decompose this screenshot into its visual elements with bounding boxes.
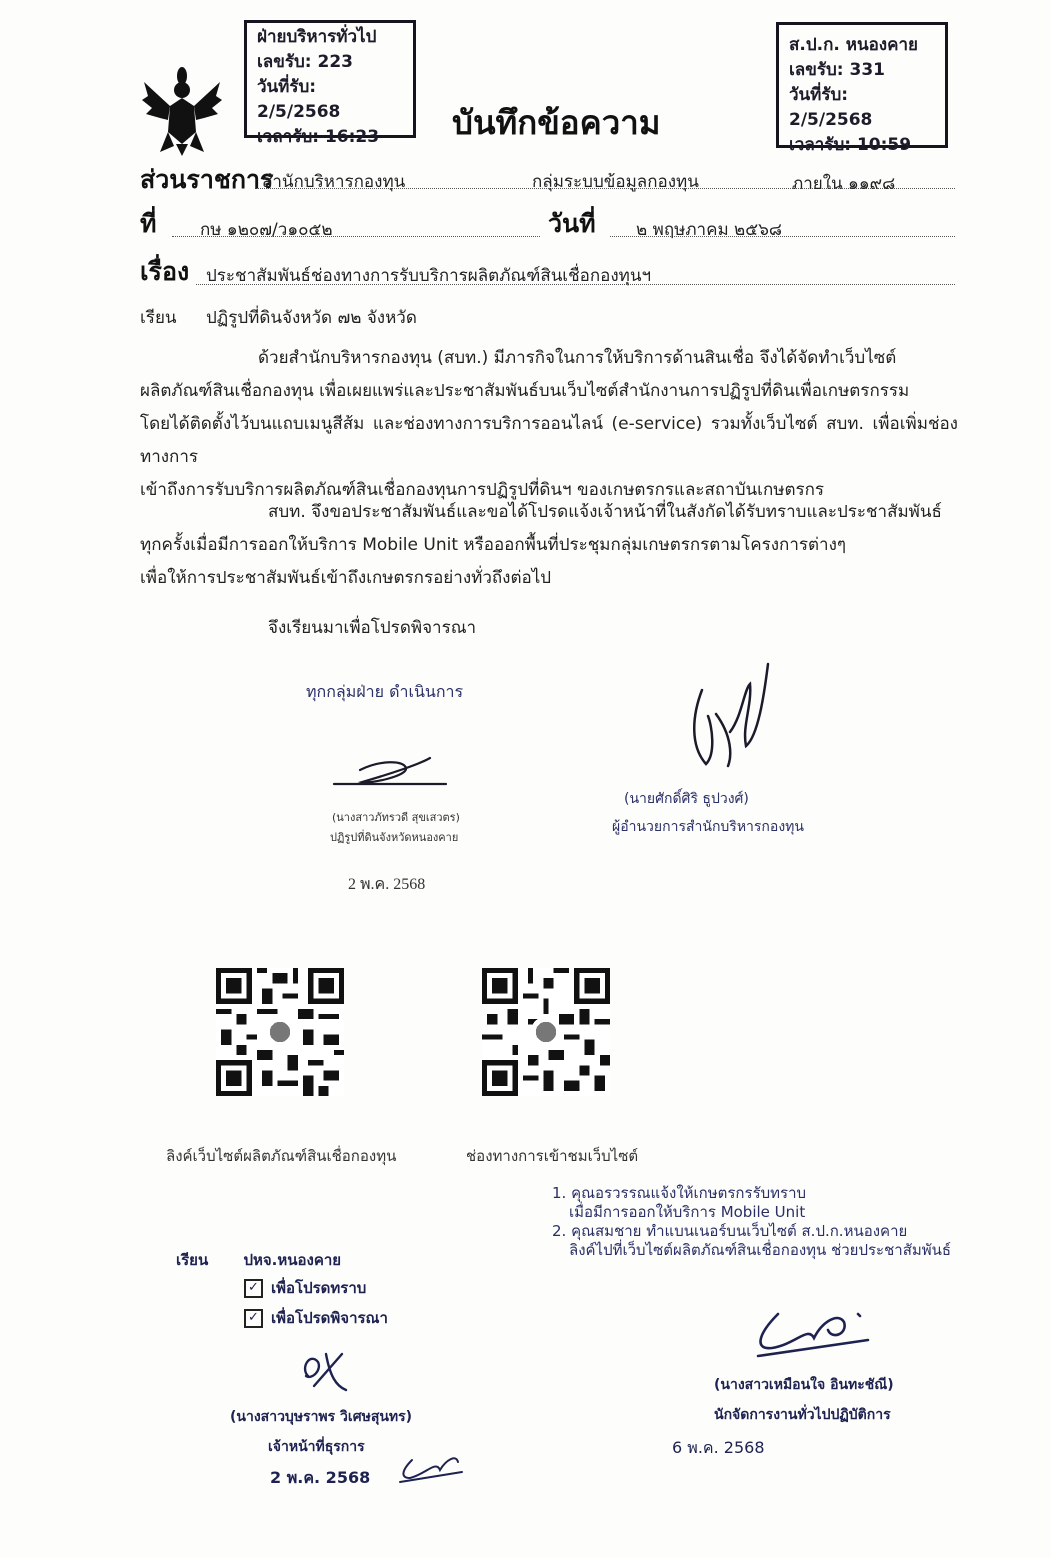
routing-to: ปหจ.หนองคาย xyxy=(243,1251,342,1269)
clerk-date: 2 พ.ค. 2568 xyxy=(270,1468,371,1487)
group-value: กลุ่มระบบข้อมูลกองทุน xyxy=(532,172,699,192)
subject-label: เรื่อง xyxy=(140,257,190,286)
routing-check-2 xyxy=(244,1306,388,1330)
check-label: เพื่อโปรดทราบ xyxy=(271,1279,367,1297)
receipt-stamp-right xyxy=(776,22,948,155)
stamp-number: เลขรับ: 223 xyxy=(257,52,353,72)
director-name: (นายศักดิ์ศิริ ธูปวงศ์) xyxy=(624,791,749,807)
extension-value: ภายใน ๑๑๙๘ xyxy=(792,174,896,194)
garuda-emblem-icon xyxy=(140,62,224,158)
director-signature xyxy=(672,656,792,776)
clerk-position: เจ้าหน้าที่ธุรการ xyxy=(268,1439,365,1455)
qr-code-channel-icon xyxy=(482,968,610,1096)
agency-label: ส่วนราชการ xyxy=(140,165,274,194)
instruction-list xyxy=(552,1184,951,1260)
closing-text: จึงเรียนมาเพื่อโปรดพิจารณา xyxy=(268,618,477,638)
routing-block xyxy=(176,1248,341,1272)
paragraph-line: ผลิตภัณฑ์สินเชื่อกองทุน เพื่อเผยแพร่และประชาสัมพันธ์บนเว็บไซต์สำนักงานการปฏิรูปที่ดินเพื่อเกษตรกรรม xyxy=(140,381,910,401)
provincial-position: ปฏิรูปที่ดินจังหวัดหนองคาย xyxy=(330,831,459,844)
list-item: 1. คุณอรวรรณแจ้งให้เกษตรกรรับทราบ xyxy=(552,1184,807,1202)
list-item: เมื่อมีการออกให้บริการ Mobile Unit xyxy=(569,1203,806,1221)
stamp-date: วันที่รับ: 2/5/2568 xyxy=(789,85,873,130)
body-paragraph-1 xyxy=(140,342,958,507)
stamp-time: เวลารับ: 16:23 xyxy=(257,127,380,147)
paragraph-line: สบท. จึงขอประชาสัมพันธ์และขอได้โปรดแจ้งเจ้าหน้าที่ในสังกัดได้รับทราบและประชาสัมพันธ์ xyxy=(268,502,942,522)
qr-code-website-icon xyxy=(216,968,344,1096)
agency-value: สำนักบริหารกองทุน xyxy=(262,172,406,192)
stamp-title: ส.ป.ก. หนองคาย xyxy=(789,35,918,55)
officer-name: (นางสาวเหมือนใจ อินทะชัณี) xyxy=(714,1377,894,1393)
qr1-caption: ลิงค์เว็บไซต์ผลิตภัณฑ์สินเชื่อกองทุน xyxy=(166,1147,397,1165)
paragraph-line: โดยได้ติดตั้งไว้บนแถบเมนูสีส้ม และช่องทางการบริการออนไลน์ (e-service) รวมทั้งเว็บไซต์ สบท. เพื่อเพิ่มช่องทางการ xyxy=(140,414,958,467)
clerk-signature xyxy=(296,1346,356,1396)
list-item: 2. คุณสมชาย ทำแบนเนอร์บนเว็บไซต์ ส.ป.ก.หนองคาย xyxy=(552,1222,908,1240)
initials-signature xyxy=(396,1450,466,1486)
receipt-stamp-left xyxy=(244,20,416,147)
director-position: ผู้อำนวยการสำนักบริหารกองทุน xyxy=(612,819,804,835)
provincial-date: 2 พ.ค. 2568 xyxy=(348,876,426,893)
provincial-signature xyxy=(330,754,450,794)
officer-position: นักจัดการงานทั่วไปปฏิบัติการ xyxy=(714,1407,891,1423)
date-value: ๒ พฤษภาคม ๒๕๖๘ xyxy=(636,220,783,240)
check-label: เพื่อโปรดพิจารณา xyxy=(271,1309,388,1327)
to-label: เรียน xyxy=(140,308,177,328)
routing-check-1 xyxy=(244,1276,366,1300)
officer-date: 6 พ.ค. 2568 xyxy=(672,1438,765,1457)
body-paragraph-2 xyxy=(140,496,958,595)
paragraph-line: เข้าถึงการรับบริการผลิตภัณฑ์สินเชื่อกองทุนการปฏิรูปที่ดินฯ ของเกษตรกรและสถาบันเกษตรกร xyxy=(140,480,825,500)
paragraph-line: ด้วยสำนักบริหารกองทุน (สบท.) มีภารกิจในการให้บริการด้านสินเชื่อ จึงได้จัดทำเว็บไซต์ xyxy=(258,348,897,368)
stamp-number: เลขรับ: 331 xyxy=(789,60,885,80)
paragraph-line: ทุกครั้งเมื่อมีการออกให้บริการ Mobile Unit หรือออกพื้นที่ประชุมกลุ่มเกษตรกรตามโครงการต่างๆ xyxy=(140,535,847,555)
routing-label: เรียน xyxy=(176,1251,209,1269)
stamp-date: วันที่รับ: 2/5/2568 xyxy=(257,77,341,122)
handwritten-note: ทุกกลุ่มฝ่าย ดำเนินการ xyxy=(306,682,464,701)
memo-title: บันทึกข้อความ xyxy=(452,103,661,142)
paragraph-line: เพื่อให้การประชาสัมพันธ์เข้าถึงเกษตรกรอย่างทั่วถึงต่อไป xyxy=(140,568,552,588)
stamp-time: เวลารับ: 10:59 xyxy=(789,135,912,155)
stamp-title: ฝ่ายบริหารทั่วไป xyxy=(257,27,377,47)
checkbox-checked-icon: ✓ xyxy=(244,1279,263,1298)
officer-signature xyxy=(748,1294,878,1364)
qr2-caption: ช่องทางการเข้าชมเว็บไซต์ xyxy=(466,1147,639,1165)
subject-value: ประชาสัมพันธ์ช่องทางการรับบริการผลิตภัณฑ์สินเชื่อกองทุนฯ xyxy=(206,266,652,286)
date-label: วันที่ xyxy=(548,209,596,238)
ref-value: กษ ๑๒๐๗/ว๑๐๕๒ xyxy=(200,220,333,240)
provincial-name: (นางสาวภัทรวดี สุขเสวตร) xyxy=(332,811,460,824)
clerk-name: (นางสาวบุษราพร วิเศษสุนทร) xyxy=(230,1409,413,1425)
checkbox-checked-icon: ✓ xyxy=(244,1309,263,1328)
list-item: ลิงค์ไปที่เว็บไซต์ผลิตภัณฑ์สินเชื่อกองทุน ช่วยประชาสัมพันธ์ xyxy=(569,1241,952,1259)
to-value: ปฏิรูปที่ดินจังหวัด ๗๒ จังหวัด xyxy=(206,308,417,328)
ref-label: ที่ xyxy=(140,209,157,238)
